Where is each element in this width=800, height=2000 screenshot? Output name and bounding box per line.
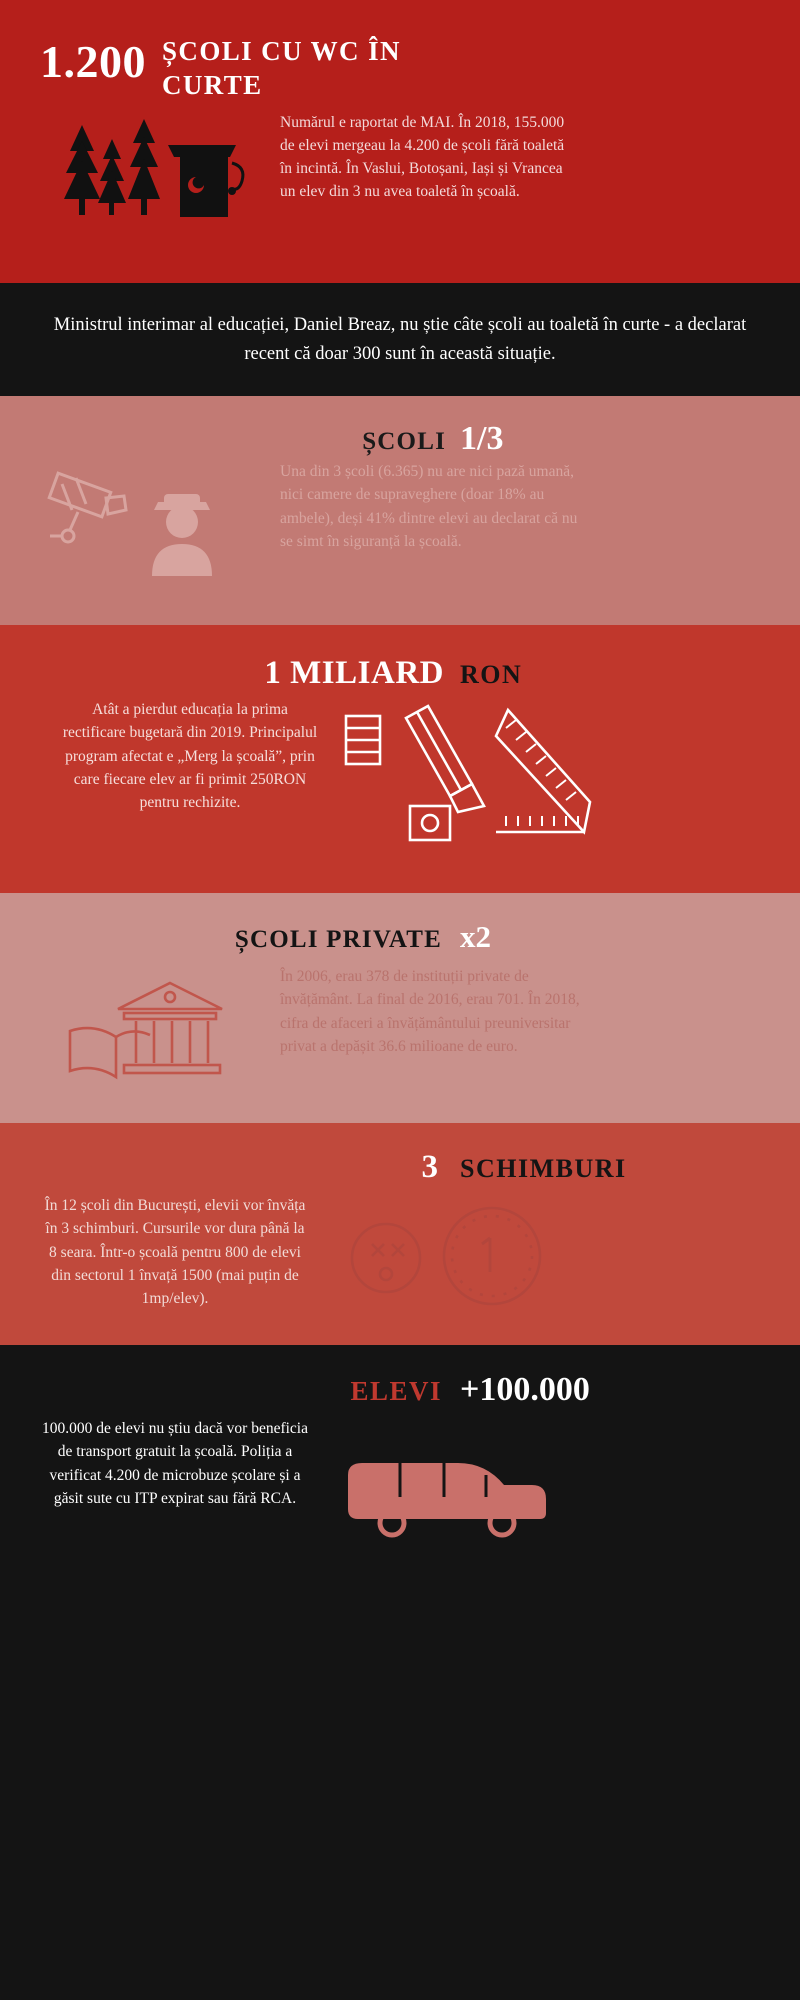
section-miliard [0,625,800,893]
section-private-paragraph: În 2006, erau 378 de instituții private de învățământ. La final de 2016, erau 701. În 2018, cifra de afaceri a învățământului preuniversitar privat a depășit 36.6 milioane de euro. [280,968,580,1055]
section-paza-body [0,458,800,584]
school-bus-icon [310,1417,760,1551]
section-schimburi-number: 3 [421,1149,438,1185]
section-private-body [0,955,800,1099]
section-elevi-body [0,1409,800,1551]
section-wc [0,0,800,283]
section-wc-paragraph: Numărul e raportat de MAI. În 2018, 155.000 de elevi mergeau la 4.200 de școli fără toaletă în incintă. În Vaslui, Botoșani, Iași și Vrancea un elev din 3 nu avea toaletă în școală. [280,113,565,201]
section-elevi-header [0,1345,800,1409]
section-private-number: x2 [460,919,491,954]
section-wc-header [0,0,800,103]
section-paza-number: 1/3 [460,420,504,457]
section-paza-label: ȘCOLI [362,428,446,455]
section-private-label: ȘCOLI PRIVATE [234,926,442,953]
section-paza-paragraph: Una din 3 școli (6.365) nu are nici pază umană, nici camere de supraveghere (doar 18% au ambele), deși 41% dintre elevi au declarat că nu se simt în siguranță la școală. [280,463,578,550]
section-miliard-paragraph: Atât a pierdut educația la prima rectificare bugetară din 2019. Principalul program afectat e „Merg la școală”, prin care fiecare elev ar fi primit 250RON pentru rechizite. [62,701,318,811]
section-paza-header [0,396,800,458]
section-elevi-number: +100.000 [460,1371,590,1408]
section-miliard-unit: RON [460,660,523,689]
section-schimburi-body [0,1186,800,1310]
clock-and-tired-face-icon [310,1194,760,1310]
section-miliard-header [0,625,800,692]
section-schimburi [0,1123,800,1345]
section-miliard-number: 1 MILIARD [264,655,444,691]
section-elevi [0,1345,800,2000]
section-wc-number: 1.200 [40,36,146,87]
section-elevi-paragraph: 100.000 de elevi nu știu dacă vor beneficia de transport gratuit la școală. Poliția a verificat 4.200 de microbuze școlare și a găsit sute cu ITP expirat sau fără RCA. [42,1420,308,1507]
section-wc-body [0,103,800,237]
section-private [0,893,800,1123]
section-schimburi-label: SCHIMBURI [460,1154,627,1183]
section-schimburi-header [0,1123,800,1186]
section-elevi-label: ELEVI [350,1376,442,1406]
school-building-book-icon [40,965,280,1099]
security-camera-and-guard-icon [40,460,280,584]
section-quote [0,283,800,396]
section-paza [0,396,800,625]
section-miliard-body [0,692,800,873]
outhouse-and-trees-icon [40,111,280,237]
section-schimburi-paragraph: În 12 școli din București, elevii vor învăța în 3 schimburi. Cursurile vor dura până la 8 seara. Într-o școală pentru 800 de elevi din sectorul 1 învață 1500 (mai puțin de 1mp/elev). [44,1197,306,1307]
minister-quote-text: Ministrul interimar al educației, Daniel Breaz, nu știe câte școli au toaletă în curte - a declarat recent că doar 300 sunt în această situație. [53,314,747,364]
ruler-pencil-icon [320,698,760,873]
section-wc-title: ȘCOLI CU WC ÎN CURTE [162,36,401,100]
section-private-header [0,893,800,955]
